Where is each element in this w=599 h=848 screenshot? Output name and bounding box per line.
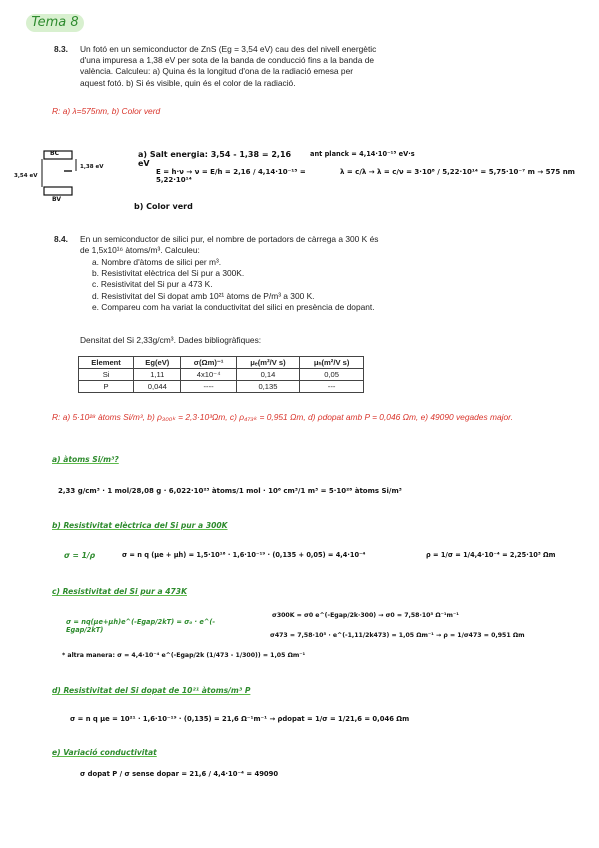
table-row	[79, 381, 364, 393]
list-item: d. Resistivitat del Si dopat amb 10²¹ àtoms de P/m³ a 300 K.	[92, 290, 315, 301]
list-item: b. Resistivitat elèctrica del Si pur a 300K.	[92, 268, 245, 279]
work-8-4-e-eq: σ dopat P / σ sense dopar = 21,6 / 4,4·10⁻⁴ = 49090	[80, 770, 279, 778]
work-8-4-d-eq: σ = n q μe = 10²¹ · 1,6·10⁻¹⁹ · (0,135) = 21,6 Ω⁻¹m⁻¹ → ρdopat = 1/σ = 1/21,6 = 0,046 Ωm	[70, 715, 410, 723]
data-table	[78, 356, 364, 393]
work-8-4-e-title: e) Variació conductivitat	[52, 748, 157, 757]
work-8-4-d-title: d) Resistivitat del Si dopat de 10²¹ àtoms/m³ P	[52, 686, 251, 695]
work-8-3-a-eq1: E = h·ν → ν = E/h = 2,16 / 4,14·10⁻¹⁵ = 5,22·10¹⁴	[156, 168, 306, 184]
work-8-4-b-eq2: σ = n q (μe + μh) = 1,5·10¹⁶ · 1,6·10⁻¹⁹ · (0,135 + 0,05) = 4,4·10⁻⁴	[122, 551, 366, 559]
work-8-4-a-title: a) àtoms Si/m³?	[52, 455, 119, 464]
work-8-3-a-eq2: λ = c/λ → λ = c/ν = 3·10⁸ / 5,22·10¹⁴ = 5,75·10⁻⁷ m → 575 nm	[340, 168, 575, 176]
question-text-8-3: Un fotó en un semiconductor de ZnS (Eg = 3,54 eV) cau des del nivell energètic d'una impuresa a 1,38 eV per sota de la banda de conducció fins a la banda de valència. Calculeu: a) Quina és la longitud d'ona de la radiació emesa per aquest fotó. b) Si és visible, quin és el color de la radiació.	[80, 44, 377, 88]
table-header: Eg(eV)	[134, 357, 181, 369]
table-header: σ(Ωm)⁻¹	[181, 357, 236, 369]
table-header: μₕ(m²/V s)	[300, 357, 364, 369]
answer-8-3: R: a) λ=575nm, b) Color verd	[52, 106, 161, 116]
table-cell: ----	[181, 381, 236, 393]
list-item: c. Resistivitat del Si pur a 473 K.	[92, 279, 213, 290]
table-cell: 0,044	[134, 381, 181, 393]
table-cell: Si	[79, 369, 134, 381]
list-item: e. Compareu com ha variat la conductivitat del silici en presència de dopant.	[92, 301, 375, 312]
question-intro-8-4: En un semiconductor de silici pur, el nombre de portadors de càrrega a 300 K és de 1,5x10¹⁶ àtoms/m³. Calculeu:	[80, 234, 379, 256]
table-cell: 4x10⁻⁴	[181, 369, 236, 381]
work-8-3-a-planck: ant planck = 4,14·10⁻¹⁵ eV·s	[310, 150, 415, 158]
table-row	[79, 369, 364, 381]
band-bv-label: BV	[52, 196, 61, 203]
table-header-row	[79, 357, 364, 369]
answer-8-4: R: a) 5·10²⁸ àtoms Si/m³, b) ρ₃₀₀ₖ = 2,3·10³Ωm, c) ρ₄₇₃ₖ = 0,951 Ωm, d) ρdopat amb P = 0,046 Ωm, e) 49090 vegades major.	[52, 412, 513, 422]
work-8-4-c-eq4: * altra manera: σ = 4,4·10⁻⁴ e^(-Egap/2k (1/473 - 1/300)) = 1,05 Ωm⁻¹	[62, 652, 306, 659]
work-8-3-a-label: a) Salt energia: 3,54 - 1,38 = 2,16 eV	[138, 150, 292, 168]
work-8-4-b-eq3: ρ = 1/σ = 1/4,4·10⁻⁴ = 2,25·10³ Ωm	[426, 551, 556, 559]
table-cell: 1,11	[134, 369, 181, 381]
table-cell: P	[79, 381, 134, 393]
table-header: Element	[79, 357, 134, 369]
work-8-4-c-eq2: σ300K = σ0 e^(-Egap/2k·300) → σ0 = 7,58·10⁵ Ω⁻¹m⁻¹	[272, 612, 459, 619]
table-cell: 0,14	[236, 369, 299, 381]
table-cell: 0,135	[236, 381, 299, 393]
question-number-8-4: 8.4.	[54, 234, 68, 244]
question-number-8-3: 8.3.	[54, 44, 68, 54]
work-8-3-b-label: b) Color verd	[134, 202, 193, 211]
work-8-4-b-eq1: σ = 1/ρ	[64, 551, 96, 560]
band-gap-label: 3,54 eV	[14, 173, 38, 179]
work-8-4-c-eq3: σ473 = 7,58·10⁵ · e^(-1,11/2k473) = 1,05 Ωm⁻¹ → ρ = 1/σ473 = 0,951 Ωm	[270, 632, 525, 639]
table-header: μₑ(m²/V s)	[236, 357, 299, 369]
impurity-label: 1,38 eV	[80, 164, 104, 170]
table-cell: ---	[300, 381, 364, 393]
list-item: a. Nombre d'àtoms de silici per m³.	[92, 257, 222, 267]
work-8-4-a-eq: 2,33 g/cm³ · 1 mol/28,08 g · 6,022·10²³ àtoms/1 mol · 10⁶ cm³/1 m³ = 5·10²⁸ àtoms Si/m³	[58, 487, 402, 495]
band-diagram	[30, 145, 120, 205]
band-bc-label: BC	[50, 150, 59, 157]
density-text: Densitat del Si 2,33g/cm³. Dades bibliogràfiques:	[80, 335, 262, 345]
work-8-4-c-title: c) Resistivitat del Si pur a 473K	[52, 587, 187, 596]
work-8-4-b-title: b) Resistivitat elèctrica del Si pur a 300K	[52, 521, 228, 530]
section-tag: Tema 8	[26, 14, 84, 32]
work-8-4-c-eq1: σ = nq(μe+μh)e^(-Egap/2kT) = σ₀ · e^(-Egap/2kT)	[66, 618, 216, 634]
table-cell: 0,05	[300, 369, 364, 381]
question-items-8-4	[92, 257, 382, 313]
